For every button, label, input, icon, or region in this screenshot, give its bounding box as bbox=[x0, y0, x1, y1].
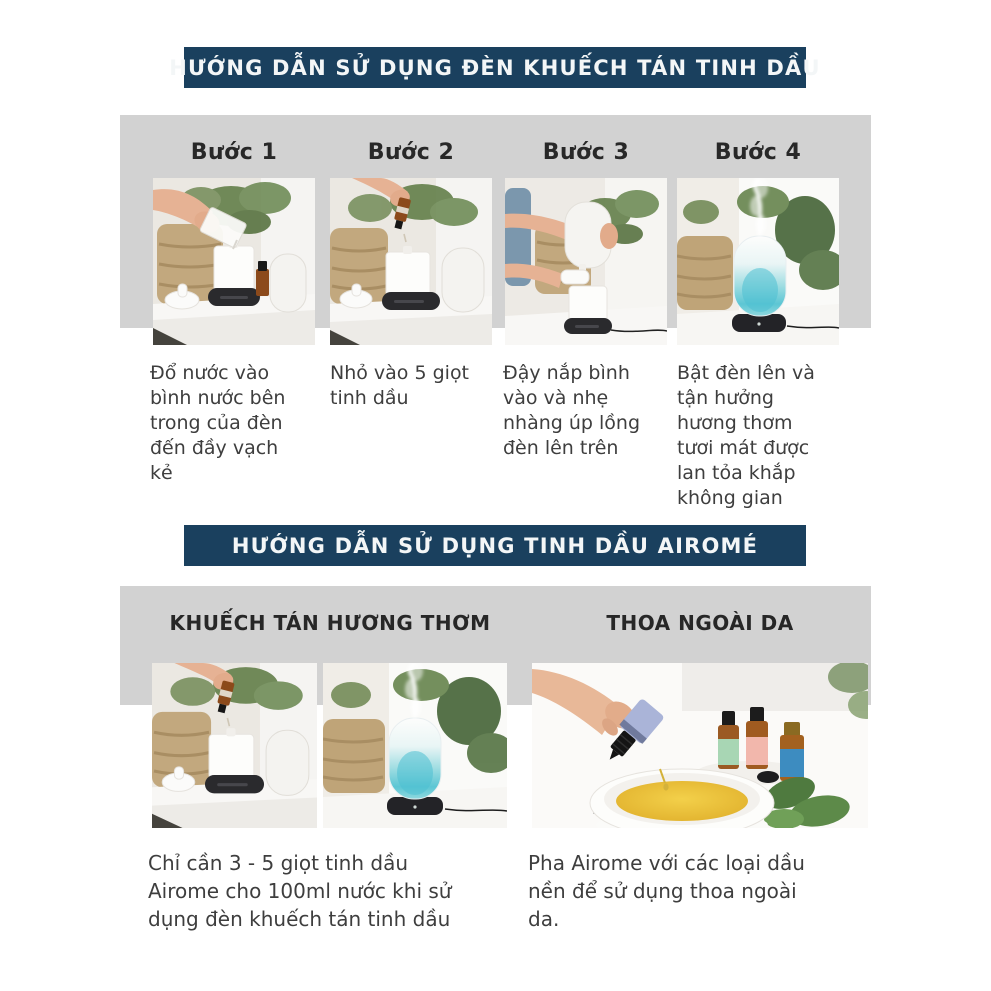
drip-oil-into-reservoir-photo bbox=[330, 178, 492, 345]
woven-basket bbox=[323, 719, 385, 793]
glowing-diffuser bbox=[732, 236, 786, 332]
drip-oil-into-reservoir-photo bbox=[152, 663, 317, 828]
photo-diffuse-misting bbox=[323, 663, 507, 828]
photo-step-1 bbox=[153, 178, 315, 345]
diffuse-column-heading: KHUẾCH TÁN HƯƠNG THƠM bbox=[169, 611, 491, 635]
diffuser-base-and-reservoir bbox=[564, 286, 612, 334]
step-4-description: Bật đèn lên và tận hưởng hương thơm tươi mát được lan tỏa khắp không gian bbox=[677, 362, 815, 509]
photo-diffuse-drip-oil bbox=[152, 663, 317, 828]
topical-column-heading: THOA NGOÀI DA bbox=[606, 611, 794, 635]
diffuser-misting-glow-photo bbox=[677, 178, 839, 345]
banner-diffuser-guide: HƯỚNG DẪN SỬ DỤNG ĐÈN KHUẾCH TÁN TINH DẦU bbox=[184, 47, 806, 88]
banner-oil-guide: HƯỚNG DẪN SỬ DỤNG TINH DẦU AIROMÉ bbox=[184, 525, 806, 566]
step-1-label: Bước 1 bbox=[190, 140, 278, 165]
step-4-label: Bước 4 bbox=[714, 140, 802, 165]
diffuser-base-and-reservoir bbox=[208, 240, 260, 306]
pour-water-into-reservoir-photo bbox=[153, 178, 315, 345]
step-3-label: Bước 3 bbox=[542, 140, 630, 165]
diffuser-misting-glow-photo bbox=[323, 663, 507, 828]
photo-step-4 bbox=[677, 178, 839, 345]
photo-step-2 bbox=[330, 178, 492, 345]
step-1-description: Đổ nước vào bình nước bên trong của đèn đến đầy vạch kẻ bbox=[150, 362, 286, 484]
diffuse-column-description: Chỉ cần 3 - 5 giọt tinh dầu Airome cho 100ml nước khi sử dụng đèn khuếch tán tinh dầu bbox=[148, 851, 452, 931]
step-2-description: Nhỏ vào 5 giọt tinh dầu bbox=[330, 362, 470, 409]
topical-column-description: Pha Airome với các loại dầu nền để sử dụng thoa ngoài da. bbox=[528, 851, 805, 931]
photo-topical-mixing bbox=[532, 663, 868, 828]
pour-oil-into-bowl-photo bbox=[532, 663, 868, 828]
photo-step-3 bbox=[505, 178, 667, 345]
step-2-label: Bước 2 bbox=[367, 140, 455, 165]
step-3-description: Đậy nắp bình vào và nhẹ nhàng úp lồng đèn lên trên bbox=[503, 362, 641, 459]
glowing-diffuser bbox=[387, 718, 443, 815]
woven-basket bbox=[677, 236, 733, 310]
place-dome-on-diffuser-photo bbox=[505, 178, 667, 345]
